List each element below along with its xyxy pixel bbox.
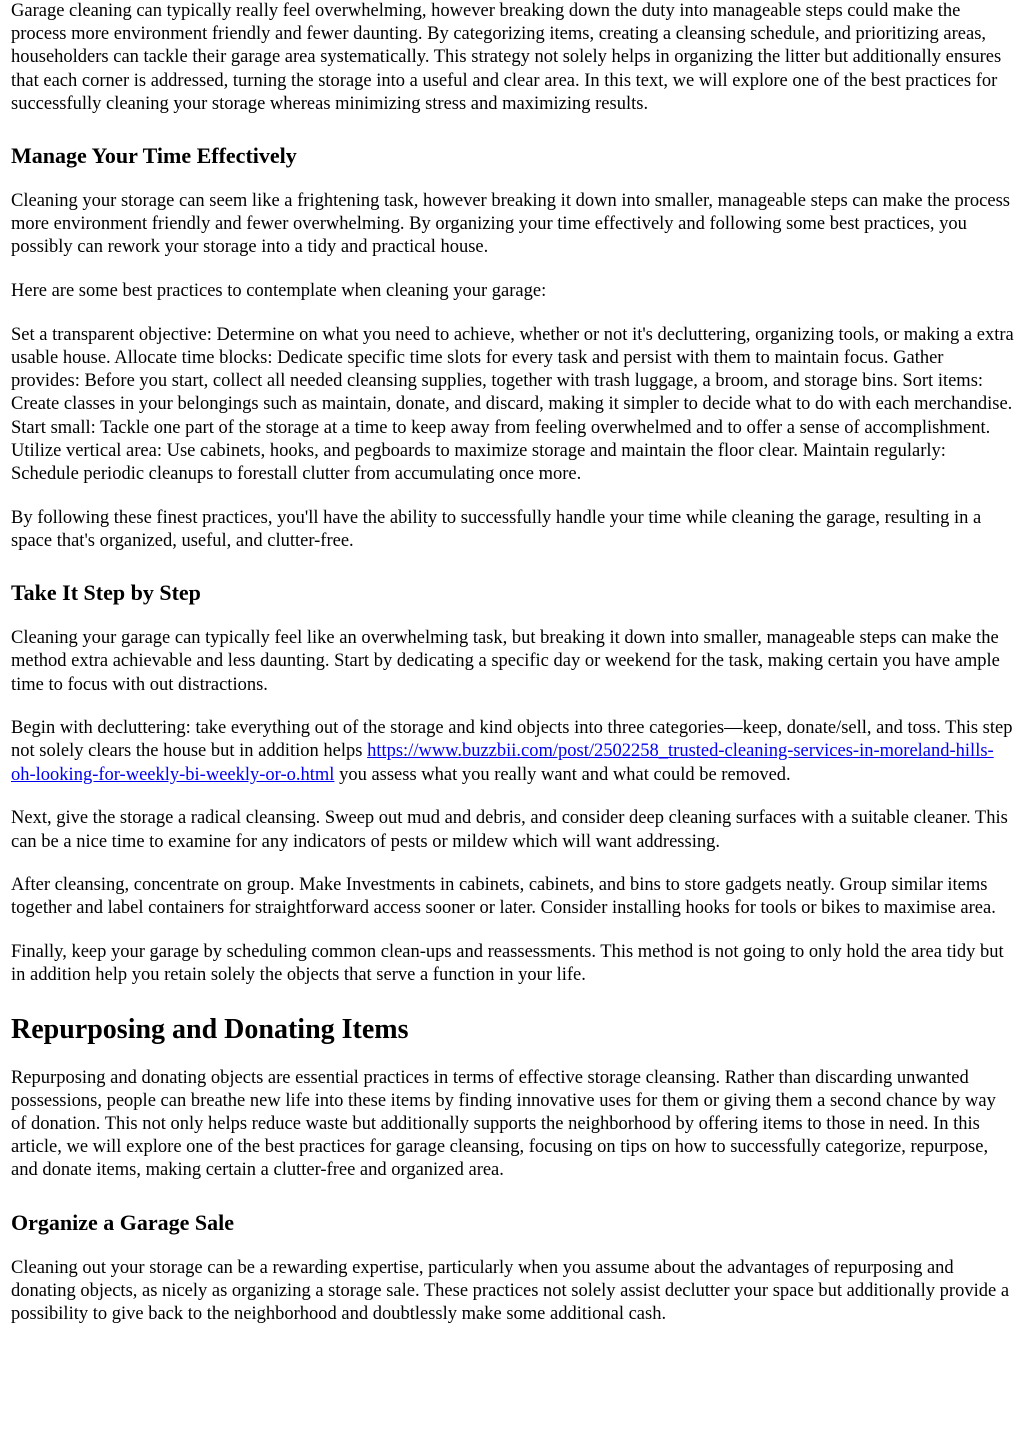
paragraph-text: you assess what you really want and what could be removed. [334,764,791,785]
intro-paragraph: Garage cleaning can typically really feel overwhelming, however breaking down the duty into manageable steps could make the process more environment friendly and fewer daunting. By categorizing items, creating a cleansing schedule, and prioritizing areas, householders can tackle their garage area systematically. This strategy not solely helps in organizing the litter but additionally ensures that each corner is addressed, turning the storage into a useful and clear area. In this text, we will explore one of the best practices for successfully cleaning your storage whereas minimizing stress and maximizing results. [11,1,1002,114]
paragraph-text: Begin with decluttering: take everything out of the storage and kind objects into three categories—keep, donate/sell, and toss. This step not solely clears the house but in addition helps [11,718,1013,762]
paragraph: Here are some best practices to contemplate when cleaning your garage: [11,281,547,302]
heading-repurposing: Repurposing and Donating Items [11,1013,409,1045]
paragraph: Repurposing and donating objects are essential practices in terms of effective storage cleansing. Rather than discarding unwanted possessions, people can breathe new life into these items by finding innovative uses for them or giving them a second chance by way of donation. This not only helps reduce waste but additionally supports the neighborhood by offering items to those in need. In this article, we will explore one of the best practices for garage cleansing, focusing on tips on how to successfully categorize, repurpose, and donate items, making certain a clutter-free and organized area. [11,1067,996,1181]
paragraph: After cleansing, concentrate on group. Make Investments in cabinets, cabinets, and bins to store gadgets neatly. Group similar items together and label containers for straightforward access sooner or later. Consider installing hooks for tools or bikes to maximise area. [11,875,996,919]
paragraph: Cleaning your garage can typically feel like an overwhelming task, but breaking it down into smaller, manageable steps can make the method extra achievable and less daunting. Start by dedicating a specific day or weekend for the task, making certain you have ample time to focus with out distractions. [11,628,1000,695]
external-link[interactable]: https://www.buzzbii.com/post/2502258_trusted-cleaning-services-in-moreland-hills-oh-looking-for-weekly-bi-weekly-or-o.html [11,741,994,785]
paragraph: Next, give the storage a radical cleansing. Sweep out mud and debris, and consider deep cleaning surfaces with a suitable cleaner. This can be a nice time to examine for any indicators of pests or mildew which will want addressing. [11,808,1008,852]
paragraph: By following these finest practices, you'll have the ability to successfully handle your time while cleaning the garage, resulting in a space that's organized, useful, and clutter-free. [11,507,982,551]
heading-manage-time: Manage Your Time Effectively [11,143,297,169]
heading-step-by-step: Take It Step by Step [11,580,201,606]
paragraph: Cleaning out your storage can be a rewarding expertise, particularly when you assume about the advantages of repurposing and donating objects, as nicely as organizing a storage sale. These practices not solely assist declutter your space but additionally provide a possibility to give back to the neighborhood and doubtlessly make some additional cash. [11,1257,1010,1325]
paragraph: Finally, keep your garage by scheduling common clean-ups and reassessments. This method is not going to only hold the area tidy but in addition help you retain solely the objects that serve a function in your life. [11,942,1004,986]
paragraph-with-link [11,717,1014,787]
paragraph: Set a transparent objective: Determine on what you need to achieve, whether or not it's decluttering, organizing tools, or making a extra usable house. Allocate time blocks: Dedicate specific time slots for every task and persist with them to maintain focus. Gather provides: Before you start, collect all needed cleansing supplies, together with trash luggage, a broom, and storage bins. Sort items: Create classes in your belongings such as maintain, donate, and discard, making it simpler to decide what to do with each merchandise. Start small: Tackle one part of the storage at a time to keep away from feeling overwhelmed and to offer a sense of accomplishment. Utilize vertical area: Use cabinets, hooks, and pegboards to maximize storage and maintain the floor clear. Maintain regularly: Schedule periodic cleanups to forestall clutter from accumulating once more. [11,324,1014,485]
paragraph: Cleaning your storage can seem like a frightening task, however breaking it down into smaller, manageable steps can make the process more environment friendly and fewer overwhelming. By organizing your time effectively and following some best practices, you possibly can rework your storage into a tidy and practical house. [11,191,1010,258]
heading-garage-sale: Organize a Garage Sale [11,1209,235,1235]
